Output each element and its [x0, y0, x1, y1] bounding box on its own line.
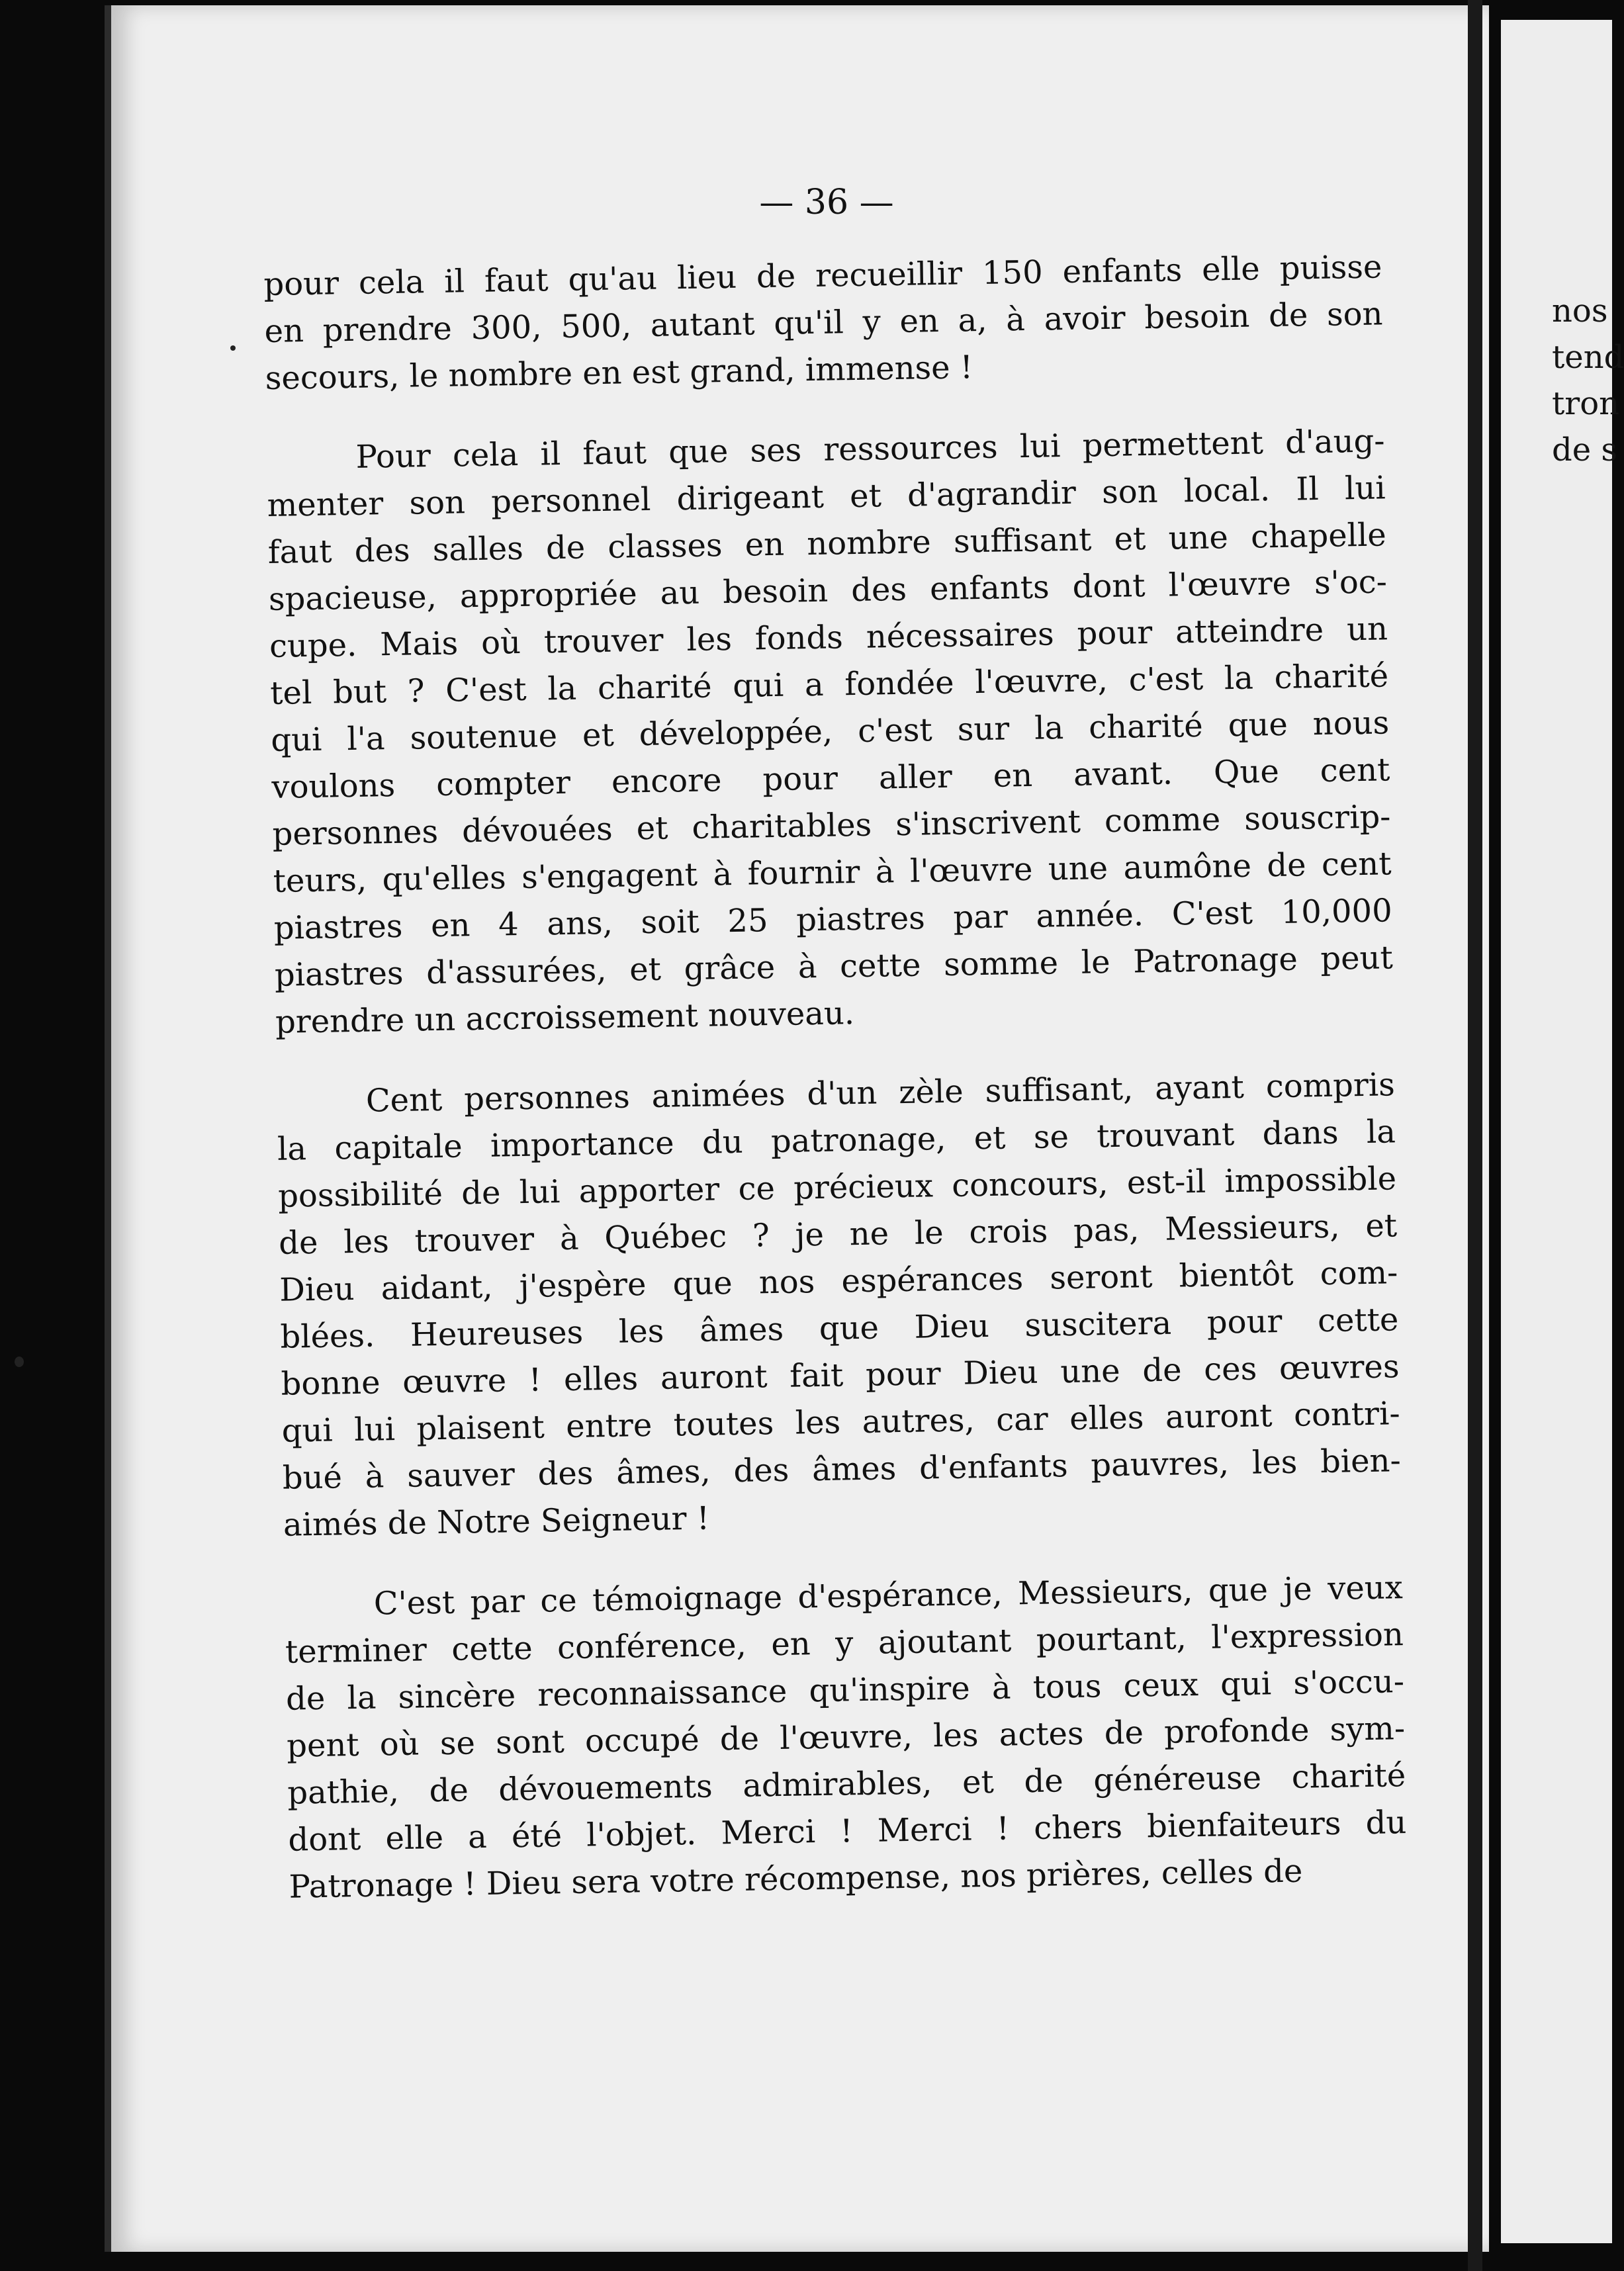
text-line: piastres en 4 ans, soit 25 piastres par année. C'est 10,000 — [273, 892, 1393, 947]
text-line: pour cela il faut qu'au lieu de recueillir 150 enfants elle puisse — [263, 248, 1382, 303]
text-line: terminer cette conférence, en y ajoutant pourtant, l'expression — [285, 1616, 1404, 1671]
text-line: Pour cela il faut que ses ressources lui permettent d'aug- — [355, 422, 1385, 476]
text-line: bonne œuvre ! elles auront fait pour Dieu une de ces œuvres — [281, 1348, 1400, 1403]
text-line: de la sincère reconnaissance qu'inspire à tous ceux qui s'occu- — [285, 1663, 1405, 1718]
text-line: aimés de Notre Seigneur ! — [283, 1499, 710, 1544]
text-line: C'est par ce témoignage d'espérance, Messieurs, que je veux — [373, 1569, 1404, 1623]
text-line: de les trouver à Québec ? je ne le crois pas, Messieurs, et — [278, 1207, 1398, 1262]
facing-page-fragment: de s — [1552, 431, 1618, 468]
text-line: tel but ? C'est la charité qui a fondée l'œuvre, c'est la charité — [269, 657, 1389, 712]
text-line: bué à sauver des âmes, des âmes d'enfants pauvres, les bien- — [282, 1442, 1402, 1497]
text-line: secours, le nombre en est grand, immense ! — [265, 349, 973, 397]
text-line: blées. Heureuses les âmes que Dieu suscitera pour cette — [280, 1301, 1399, 1356]
text-line: la capitale importance du patronage, et se trouvant dans la — [277, 1113, 1396, 1168]
text-line: voulons compter encore pour aller en avant. Que cent — [271, 751, 1390, 806]
text-line: prendre un accroissement nouveau. — [275, 995, 855, 1041]
text-line: Cent personnes animées d'un zèle suffisant, ayant compris — [365, 1066, 1396, 1120]
text-line: pathie, de dévouements admirables, et de généreuse charité — [287, 1757, 1406, 1812]
text-line: cupe. Mais où trouver les fonds nécessaires pour atteindre un — [269, 610, 1388, 665]
text-line: faut des salles de classes en nombre suffisant et une chapelle — [267, 516, 1387, 571]
page-number: — 36 — — [759, 183, 894, 222]
text-line: possibilité de lui apporter ce précieux concours, est-il impossible — [277, 1160, 1397, 1215]
text-line: Dieu aidant, j'espère que nos espérances seront bientôt com- — [279, 1254, 1398, 1309]
text-line: spacieuse, appropriée au besoin des enfants dont l'œuvre s'oc- — [268, 563, 1388, 618]
facing-page-fragment: tend — [1552, 339, 1624, 376]
text-line: en prendre 300, 500, autant qu'il y en a, à avoir besoin de son — [264, 295, 1383, 350]
body-text — [263, 244, 1408, 1943]
facing-page-fragment: nos — [1552, 292, 1608, 330]
text-line: qui l'a soutenue et développée, c'est sur la charité que nous — [270, 704, 1390, 759]
paragraph — [276, 1061, 1402, 1548]
text-line: pent où se sont occupé de l'œuvre, les actes de profonde sym- — [286, 1710, 1406, 1765]
text-line: piastres d'assurées, et grâce à cette somme le Patronage peut — [274, 939, 1394, 994]
book-gutter — [1468, 0, 1482, 2271]
ink-speck — [15, 1357, 24, 1367]
facing-page-fragment: tron — [1552, 385, 1620, 422]
text-line: Patronage ! Dieu sera votre récompense, nos prières, celles de — [289, 1852, 1303, 1906]
paragraph — [263, 244, 1384, 402]
text-line: dont elle a été l'objet. Merci ! Merci ! chers bienfaiteurs du — [288, 1804, 1407, 1859]
ink-speck — [230, 345, 236, 351]
text-line: menter son personnel dirigeant et d'agrandir son local. Il lui — [267, 469, 1386, 524]
text-line: qui lui plaisent entre toutes les autres, car elles auront contri- — [281, 1395, 1401, 1450]
text-line: teurs, qu'elles s'engagent à fournir à l'œuvre une aumône de cent — [273, 845, 1392, 900]
facing-page — [1501, 20, 1624, 2243]
paragraph — [284, 1564, 1408, 1910]
paragraph — [266, 418, 1394, 1046]
text-line: personnes dévouées et charitables s'inscrivent comme souscrip- — [272, 798, 1391, 853]
